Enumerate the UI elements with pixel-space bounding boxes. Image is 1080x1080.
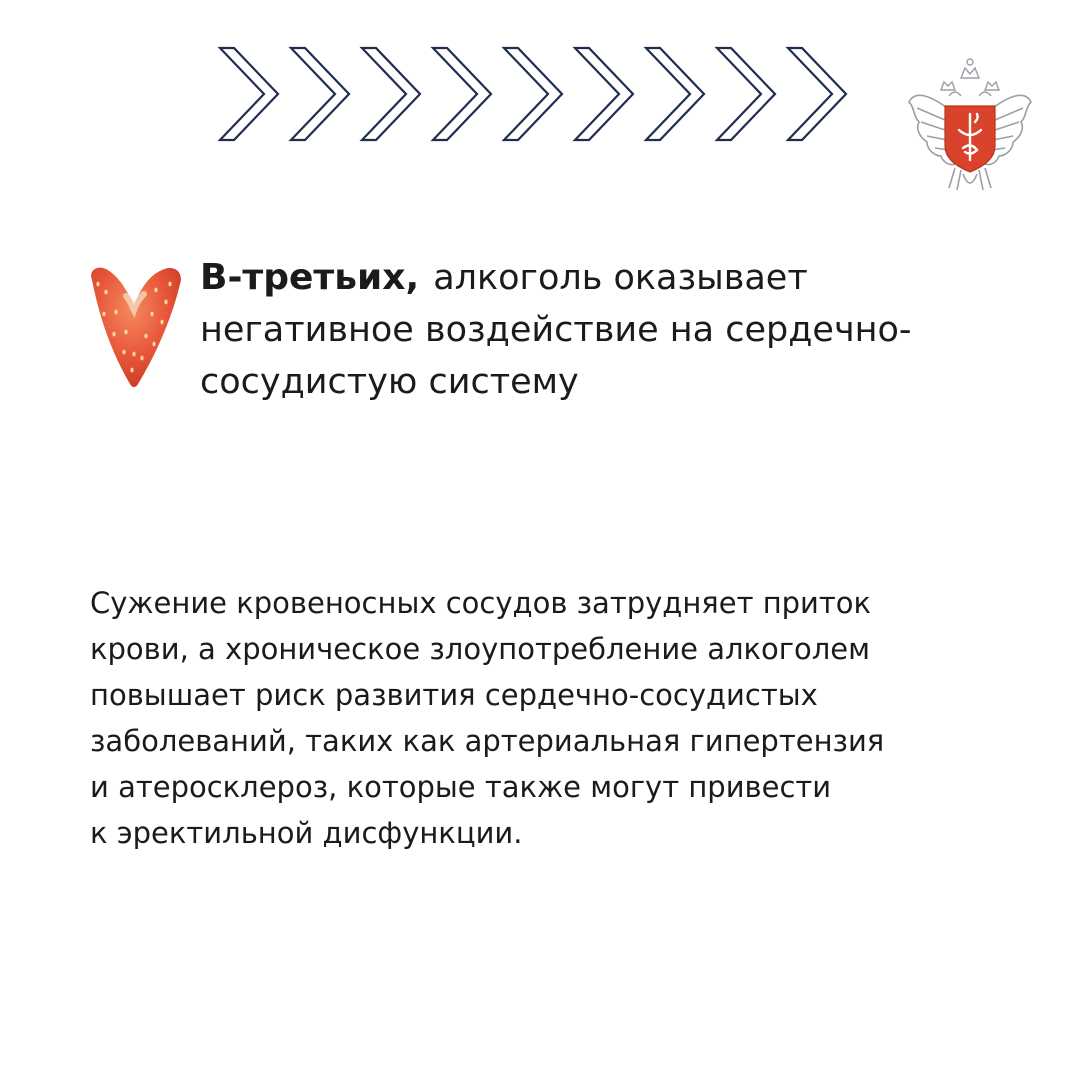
body-line: заболеваний, таких как артериальная гипертензия xyxy=(90,724,885,758)
chevron-icon xyxy=(220,48,278,140)
strawberry-heart-icon xyxy=(86,262,186,392)
chevron-icon xyxy=(717,48,775,140)
body-line: к эректильной дисфункции. xyxy=(90,816,523,850)
chevron-icon xyxy=(646,48,704,140)
chevron-row-decoration xyxy=(218,44,858,144)
chevron-icon xyxy=(362,48,420,140)
chevron-icon xyxy=(575,48,633,140)
body-line: крови, а хроническое злоупотребление алкоголем xyxy=(90,632,871,666)
heading-rest: алкоголь оказывает негативное воздействие на сердечно-сосудистую систему xyxy=(200,258,912,402)
body-line: и атеросклероз, которые также могут привести xyxy=(90,770,832,804)
slide-heading xyxy=(200,252,1020,408)
ministry-of-health-emblem-icon xyxy=(905,50,1035,195)
chevron-icon xyxy=(291,48,349,140)
body-line: повышает риск развития сердечно-сосудистых xyxy=(90,678,818,712)
body-line: Сужение кровеносных сосудов затрудняет приток xyxy=(90,586,872,620)
chevron-icon xyxy=(788,48,846,140)
chevron-icon xyxy=(504,48,562,140)
heading-lead: В-третьих, xyxy=(200,257,420,298)
body-paragraph xyxy=(90,580,1020,856)
chevron-icon xyxy=(433,48,491,140)
